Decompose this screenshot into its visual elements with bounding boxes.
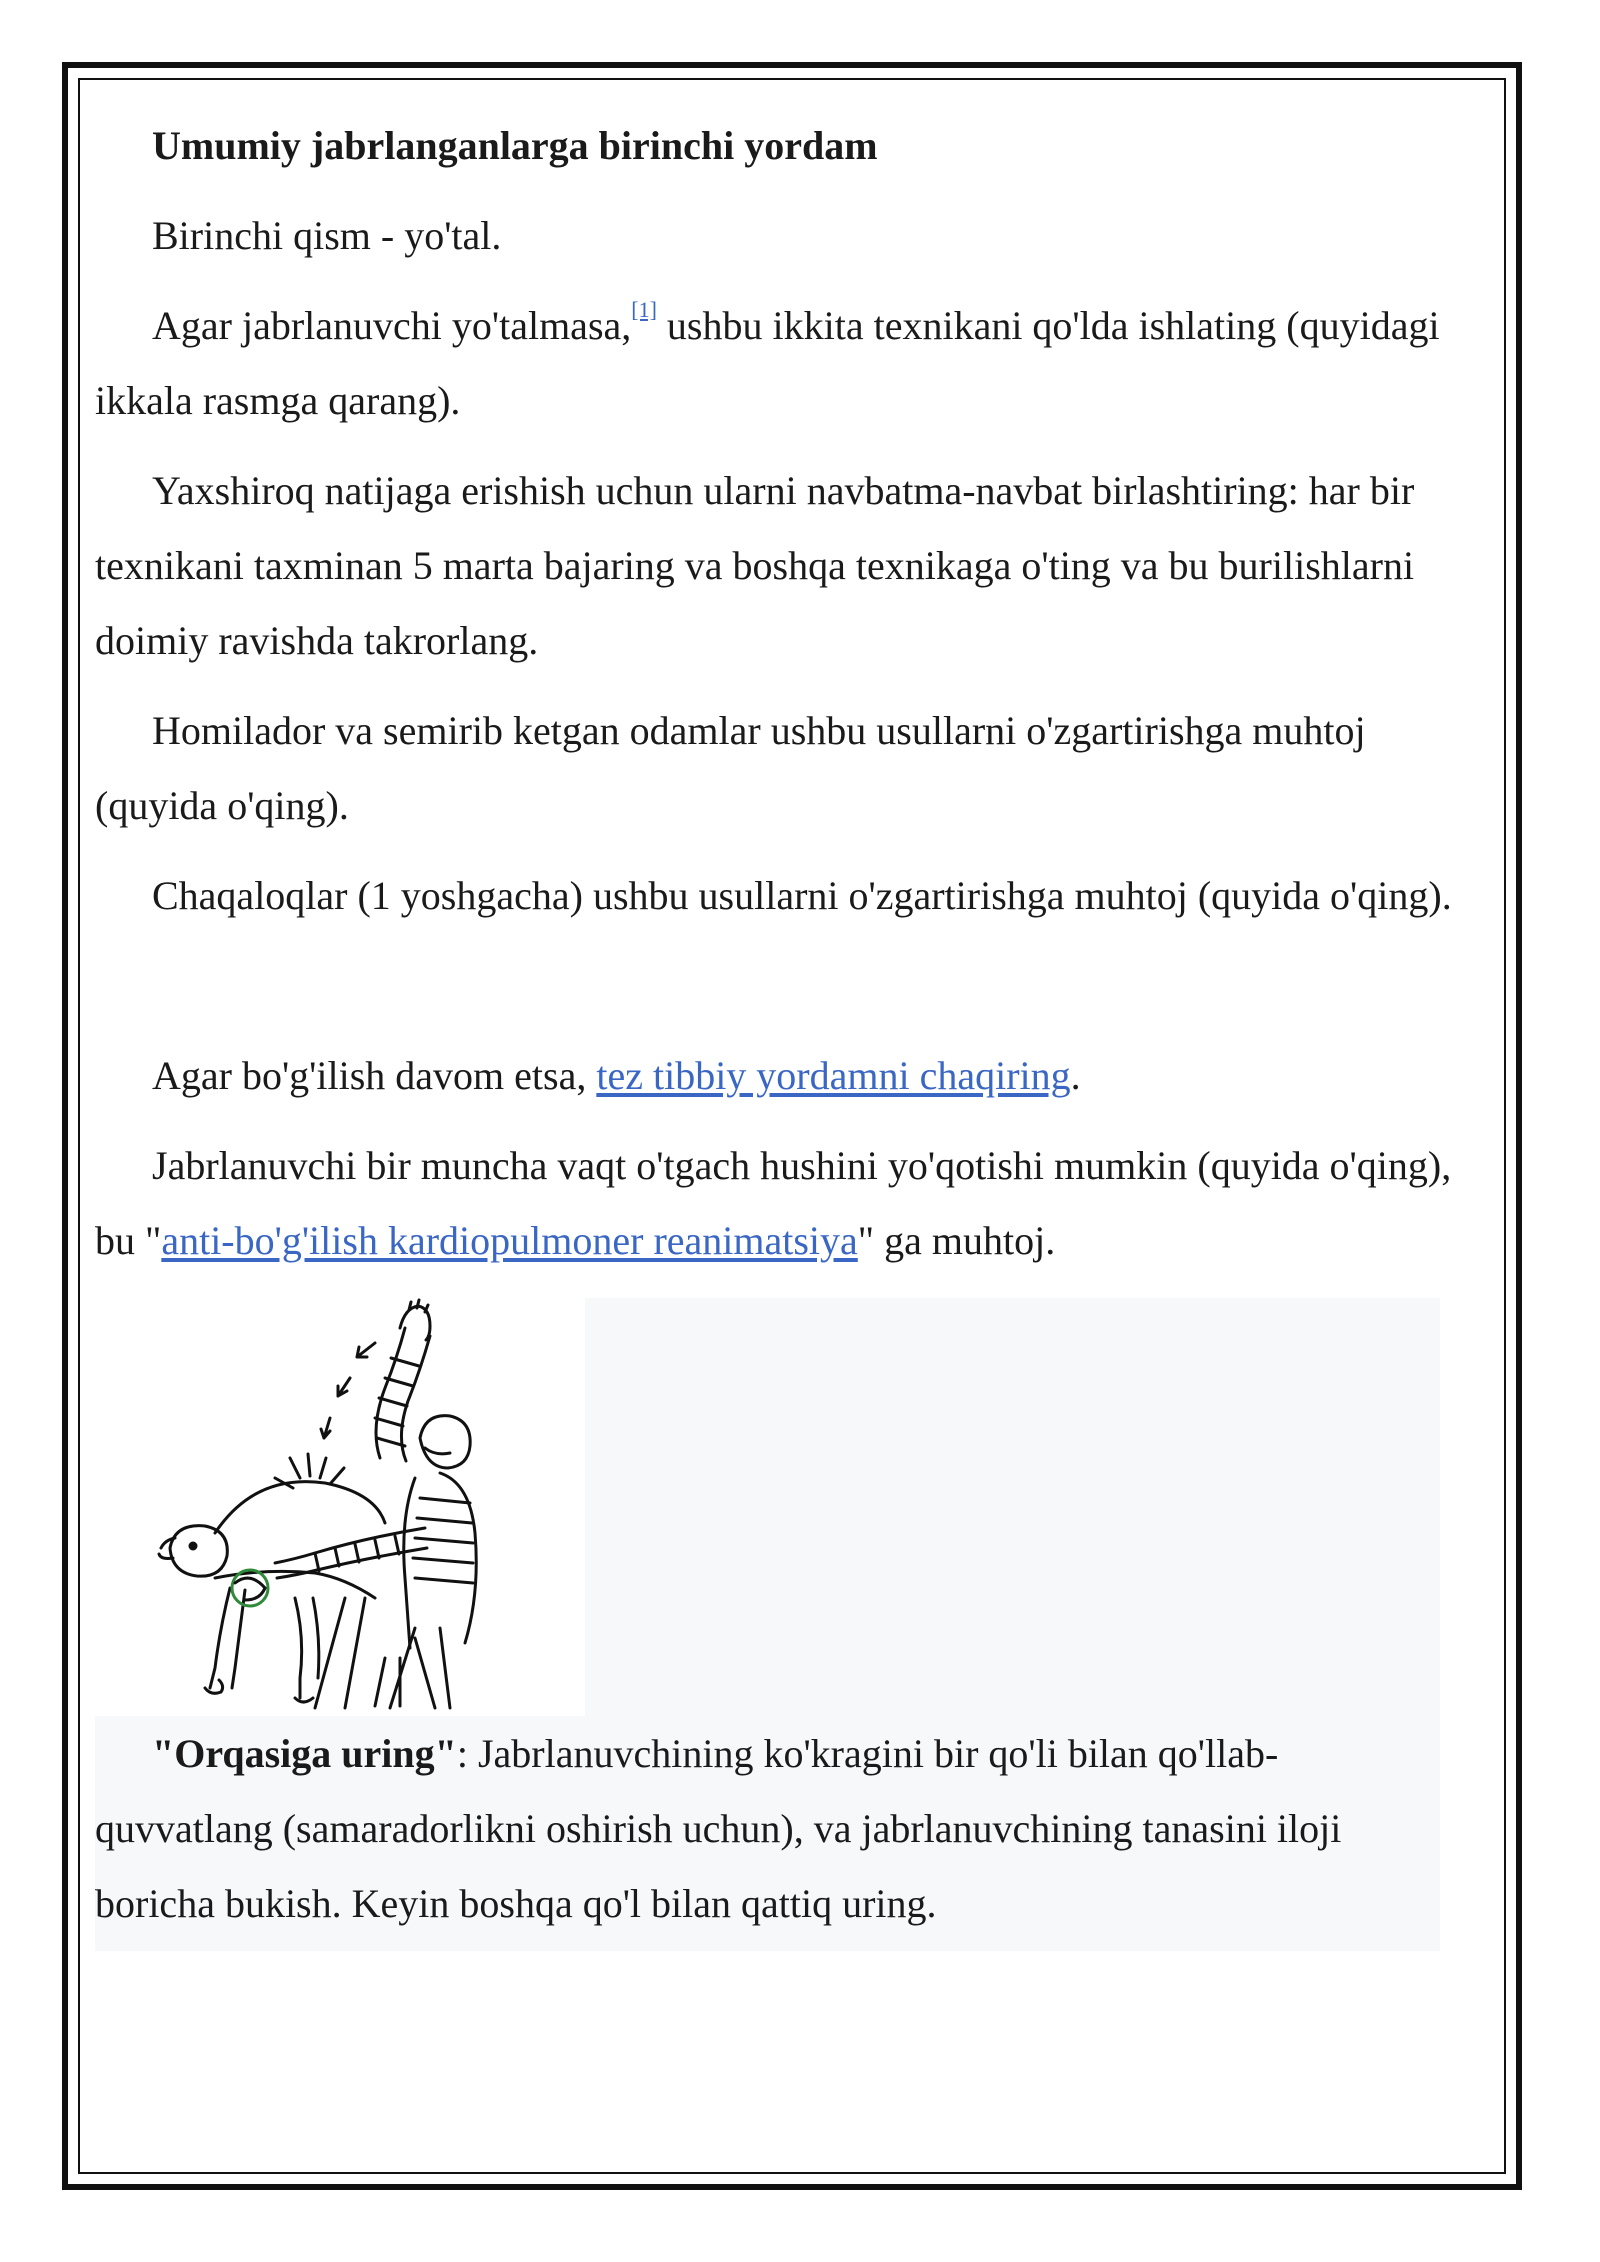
footnote-link[interactable]: [1] xyxy=(631,297,657,322)
figure-block xyxy=(95,1298,1440,1951)
paragraph-emergency xyxy=(95,1038,1455,1113)
paragraph-cough: Birinchi qism - yo'tal. xyxy=(152,213,502,258)
spacer xyxy=(95,948,1455,1038)
back-blows-illustration-icon xyxy=(95,1298,585,1716)
footnote-ref xyxy=(631,297,657,322)
document-body xyxy=(95,108,1455,1951)
paragraph-techniques-start: Agar jabrlanuvchi yo'talmasa, xyxy=(152,303,632,348)
paragraph-unconscious-end: " ga muhtoj. xyxy=(857,1218,1056,1263)
paragraph-emergency-end: . xyxy=(1070,1053,1081,1098)
paragraph-unconscious xyxy=(95,1128,1455,1278)
cpr-link[interactable]: anti-bo'g'ilish kardiopulmoner reanimatsiya xyxy=(161,1218,858,1263)
caption-text: : Jabrlanuvchining ko'kragini bir qo'li bilan qo'llab-quvvatlang (samaradorlikni oshirish uchun), va jabrlanuvchining tanasini iloji boricha bukish. Keyin boshqa qo'l bilan qattiq uring. xyxy=(95,1731,1342,1926)
emergency-call-link[interactable]: tez tibbiy yordamni chaqiring xyxy=(596,1053,1071,1098)
paragraph-alternate: Yaxshiroq natijaga erishish uchun ularni navbatma-navbat birlashtiring: har bir texnikani taxminan 5 marta bajaring va boshqa texnikaga o'ting va bu burilishlarni doimiy ravishda takrorlang. xyxy=(95,468,1415,663)
paragraph-techniques-end: ushbu ikkita texnikani qo'lda ishlating (quyidagi ikkala rasmga qarang). xyxy=(95,303,1440,423)
figure-caption xyxy=(95,1716,1440,1951)
caption-heading: "Orqasiga uring" xyxy=(152,1731,457,1776)
paragraph-unconscious-start: Jabrlanuvchi bir muncha vaqt o'tgach hushini yo'qotishi mumkin (quyida o'qing), bu " xyxy=(95,1143,1452,1263)
paragraph-pregnant: Homilador va semirib ketgan odamlar ushbu usullarni o'zgartirishga muhtoj (quyida o'qing). xyxy=(95,708,1366,828)
paragraph-techniques xyxy=(95,288,1455,438)
paragraph-infants: Chaqaloqlar (1 yoshgacha) ushbu usullarni o'zgartirishga muhtoj (quyida o'qing). xyxy=(152,873,1452,918)
paragraph-emergency-start: Agar bo'g'ilish davom etsa, xyxy=(152,1053,597,1098)
document-title: Umumiy jabrlanganlarga birinchi yordam xyxy=(152,123,878,168)
